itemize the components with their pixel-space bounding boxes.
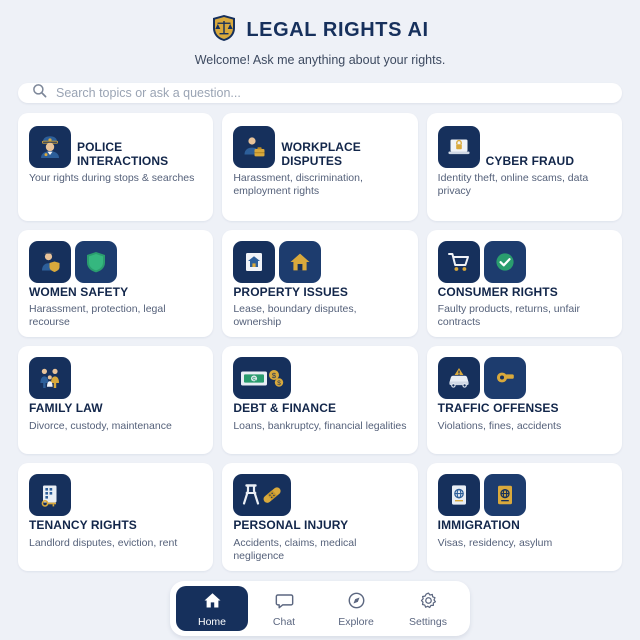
shield-icon (75, 241, 117, 283)
card-title: CYBER FRAUD (485, 153, 575, 168)
bottom-nav-holder (0, 575, 640, 640)
svg-text:$: $ (252, 377, 257, 385)
scales-of-justice-shield-icon (211, 14, 237, 47)
nav-item-home[interactable] (176, 586, 248, 631)
card-immigration[interactable] (427, 463, 622, 571)
brand-row (0, 14, 640, 47)
welcome-subtitle: Welcome! Ask me anything about your rights. (194, 53, 446, 67)
app-header (0, 0, 640, 75)
card-description: Visas, residency, asylum (437, 536, 553, 549)
card-description: Harassment, discrimination, employment rights (233, 172, 363, 198)
card-icons (29, 472, 202, 516)
passport-icon (484, 474, 526, 516)
nav-item-settings[interactable] (392, 586, 464, 631)
card-title: PERSONAL INJURY (233, 518, 349, 533)
compass-icon (347, 591, 366, 613)
chat-bubble-icon (275, 591, 294, 613)
card-police-interactions[interactable] (18, 113, 213, 221)
card-cyber-fraud[interactable] (427, 113, 622, 221)
card-title: TRAFFIC OFFENSES (437, 401, 559, 416)
card-traffic-offenses[interactable] (427, 346, 622, 454)
card-women-safety[interactable] (18, 230, 213, 338)
card-head (29, 122, 202, 168)
card-description: Identity theft, online scams, data privacy (437, 172, 589, 198)
woman-shield-badge-icon (29, 241, 71, 283)
search-bar[interactable] (18, 83, 622, 103)
shopping-cart-icon (438, 241, 480, 283)
house-document-icon (233, 241, 275, 283)
card-head (438, 122, 611, 168)
apartment-building-key-icon (29, 474, 71, 516)
card-icons (438, 239, 611, 283)
card-consumer-rights[interactable] (427, 230, 622, 338)
nav-item-explore[interactable] (320, 586, 392, 631)
family-group-icon (29, 357, 71, 399)
bottom-nav (170, 581, 470, 636)
card-description: Harassment, protection, legal recourse (29, 303, 166, 329)
nav-label: Home (197, 615, 226, 628)
page-title: LEGAL RIGHTS AI (246, 19, 429, 41)
verified-check-badge-icon (484, 241, 526, 283)
whistle-icon (484, 357, 526, 399)
nav-label: Chat (272, 615, 296, 628)
car-warning-icon (438, 357, 480, 399)
card-description: Faulty products, returns, unfair contracts (437, 303, 581, 329)
card-title: IMMIGRATION (437, 518, 520, 533)
card-icons (233, 239, 406, 283)
card-title: CONSUMER RIGHTS (437, 284, 558, 299)
card-icons (438, 472, 611, 516)
card-property-issues[interactable] (222, 230, 417, 338)
card-tenancy-rights[interactable] (18, 463, 213, 571)
card-title: PROPERTY ISSUES (233, 284, 348, 299)
card-family-law[interactable] (18, 346, 213, 454)
police-officer-icon (29, 126, 71, 168)
card-description: Violations, fines, accidents (437, 419, 562, 432)
card-icons (438, 355, 611, 399)
card-icons (233, 472, 406, 516)
card-personal-injury[interactable] (222, 463, 417, 571)
card-description: Your rights during stops & searches (29, 172, 195, 184)
search-icon (32, 83, 47, 103)
card-icons (233, 355, 406, 399)
svg-text:$: $ (277, 380, 282, 388)
card-workplace-disputes[interactable] (222, 113, 417, 221)
svg-text:$: $ (272, 371, 277, 381)
card-head (233, 122, 406, 168)
topics-grid (0, 113, 640, 575)
nav-label: Explore (338, 615, 374, 628)
laptop-lock-icon (438, 126, 480, 168)
card-debt-finance[interactable] (222, 346, 417, 454)
nav-item-chat[interactable] (248, 586, 320, 631)
card-title: DEBT & FINANCE (233, 401, 337, 416)
card-title: FAMILY LAW (29, 401, 103, 416)
card-description: Landlord disputes, eviction, rent (29, 536, 178, 549)
card-title: TENANCY RIGHTS (29, 518, 137, 533)
office-worker-briefcase-icon (233, 126, 275, 168)
home-icon (203, 591, 222, 613)
cash-dollar-icon (233, 357, 291, 399)
card-title: POLICE INTERACTIONS (77, 140, 169, 168)
card-description: Lease, boundary disputes, ownership (233, 303, 357, 329)
card-icons (29, 239, 202, 283)
card-title: WOMEN SAFETY (29, 284, 129, 299)
crutch-bandage-icon (233, 474, 291, 516)
card-description: Accidents, claims, medical negligence (233, 536, 357, 562)
card-title: WORKPLACE DISPUTES (281, 140, 361, 168)
card-description: Divorce, custody, maintenance (29, 419, 172, 432)
passport-globe-icon (438, 474, 480, 516)
card-icons (29, 355, 202, 399)
nav-label: Settings (409, 615, 447, 628)
card-description: Loans, bankruptcy, financial legalities (233, 419, 407, 432)
house-icon (279, 241, 321, 283)
gear-icon (419, 591, 438, 613)
search-input[interactable] (56, 86, 608, 100)
